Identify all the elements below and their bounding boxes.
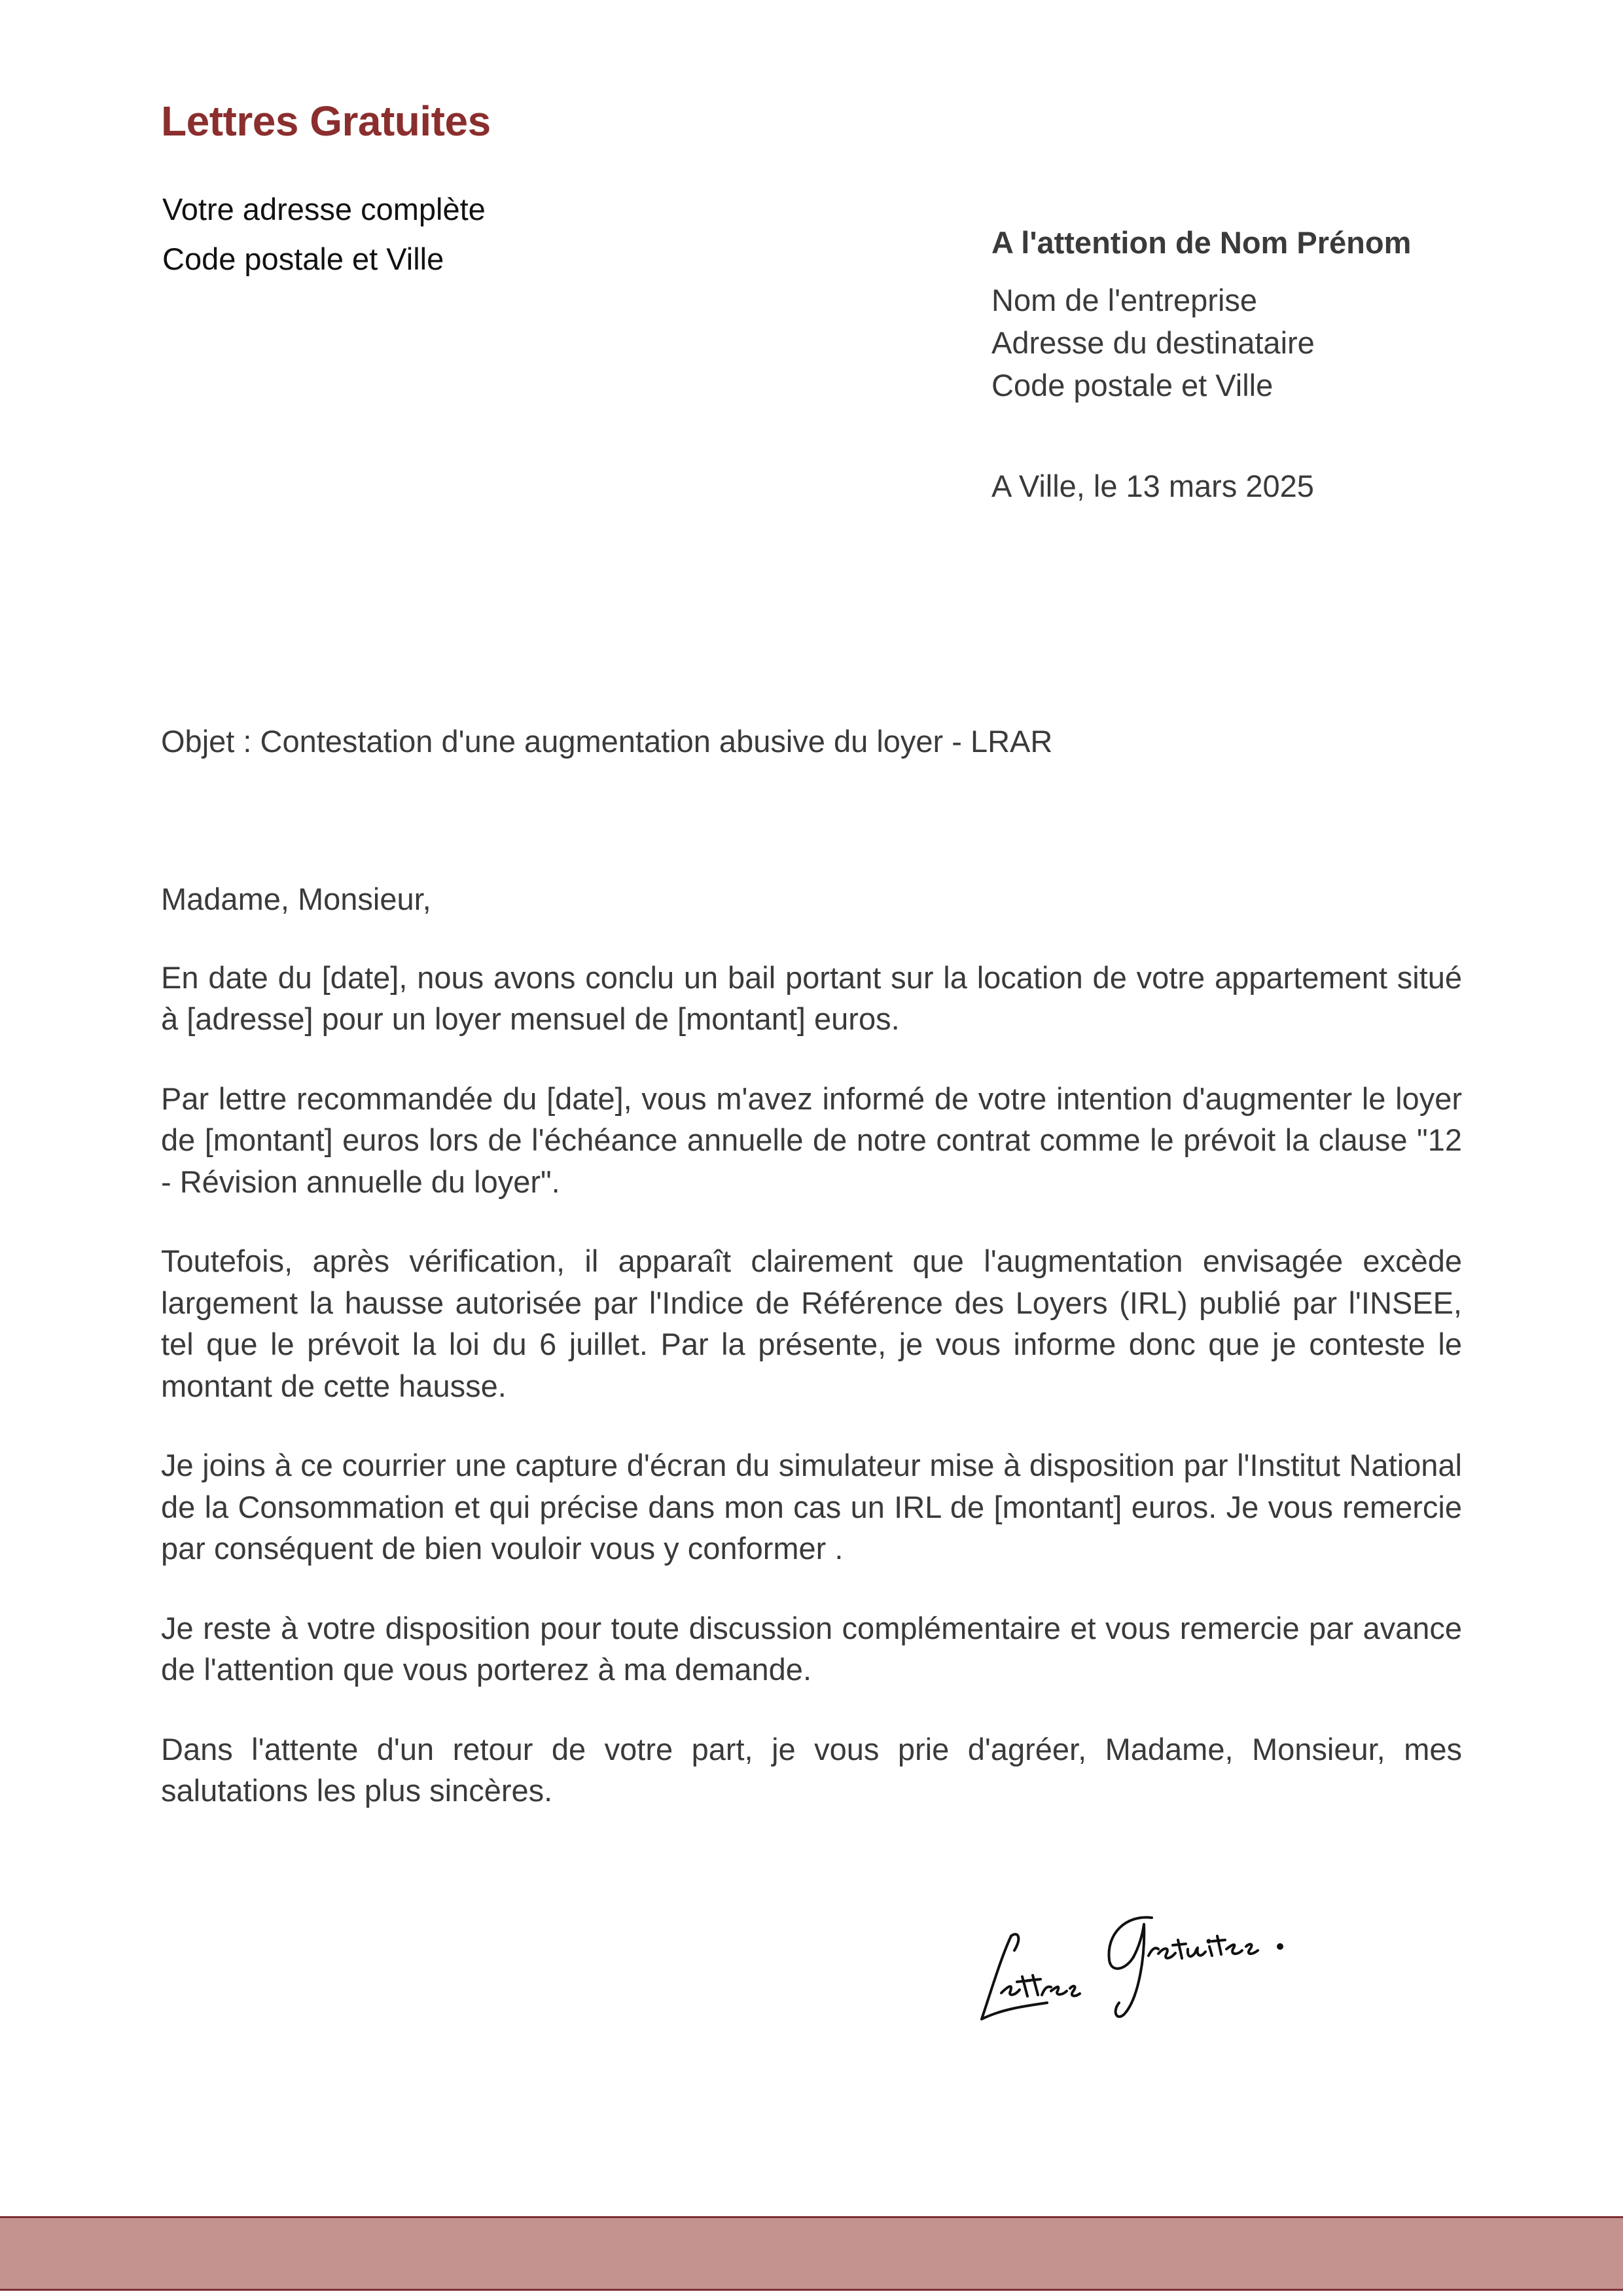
recipient-attention: A l'attention de Nom Prénom (991, 225, 1412, 260)
recipient-address: Adresse du destinataire (991, 325, 1315, 360)
body-paragraph: En date du [date], nous avons conclu un bail portant sur la location de votre appartement situé à [adresse] pour un loyer mensuel de [montant] euros. (161, 960, 1462, 1036)
subject-line: Objet : Contestation d'une augmentation abusive du loyer - LRAR (161, 724, 1053, 759)
body-paragraph: Dans l'attente d'un retour de votre part, je vous prie d'agréer, Madame, Monsieur, mes salutations les plus sincères. (161, 1731, 1462, 1808)
footer-band (0, 2216, 1623, 2291)
body-paragraph: Par lettre recommandée du [date], vous m'avez informé de votre intention d'augmenter le loyer de [montant] euros lors de l'échéance annuelle de notre contrat comme le prévoit la clause "12 - Révision annuelle du loyer". (161, 1081, 1462, 1199)
date-line: A Ville, le 13 mars 2025 (991, 469, 1314, 503)
salutation: Madame, Monsieur, (161, 882, 431, 916)
recipient-company: Nom de l'entreprise (991, 283, 1258, 317)
handwritten-signature (962, 1878, 1355, 2042)
recipient-city: Code postale et Ville (991, 368, 1274, 403)
letter-body (161, 878, 1462, 1850)
sender-address: Votre adresse complète (162, 192, 486, 226)
brand-title: Lettres Gratuites (161, 98, 491, 145)
body-paragraph: Toutefois, après vérification, il apparaît clairement que l'augmentation envisagée excède largement la hausse autorisée par l'Indice de Référence des Loyers (IRL) publié par l'INSEE, tel que le prévoit la loi du 6 juillet. Par la présente, je vous informe donc que je conteste le montant de cette hausse. (161, 1244, 1462, 1403)
recipient-block (991, 220, 1411, 406)
sender-city: Code postale et Ville (162, 242, 444, 276)
body-paragraph: Je joins à ce courrier une capture d'écran du simulateur mise à disposition par l'Institut National de la Consommation et qui précise dans mon cas un IRL de [montant] euros. Je vous remercie par conséquent de bien vouloir vous y conformer . (161, 1448, 1462, 1566)
body-paragraph: Je reste à votre disposition pour toute discussion complémentaire et vous remercie par avance de l'attention que vous porterez à ma demande. (161, 1610, 1462, 1687)
sender-block (162, 185, 486, 284)
